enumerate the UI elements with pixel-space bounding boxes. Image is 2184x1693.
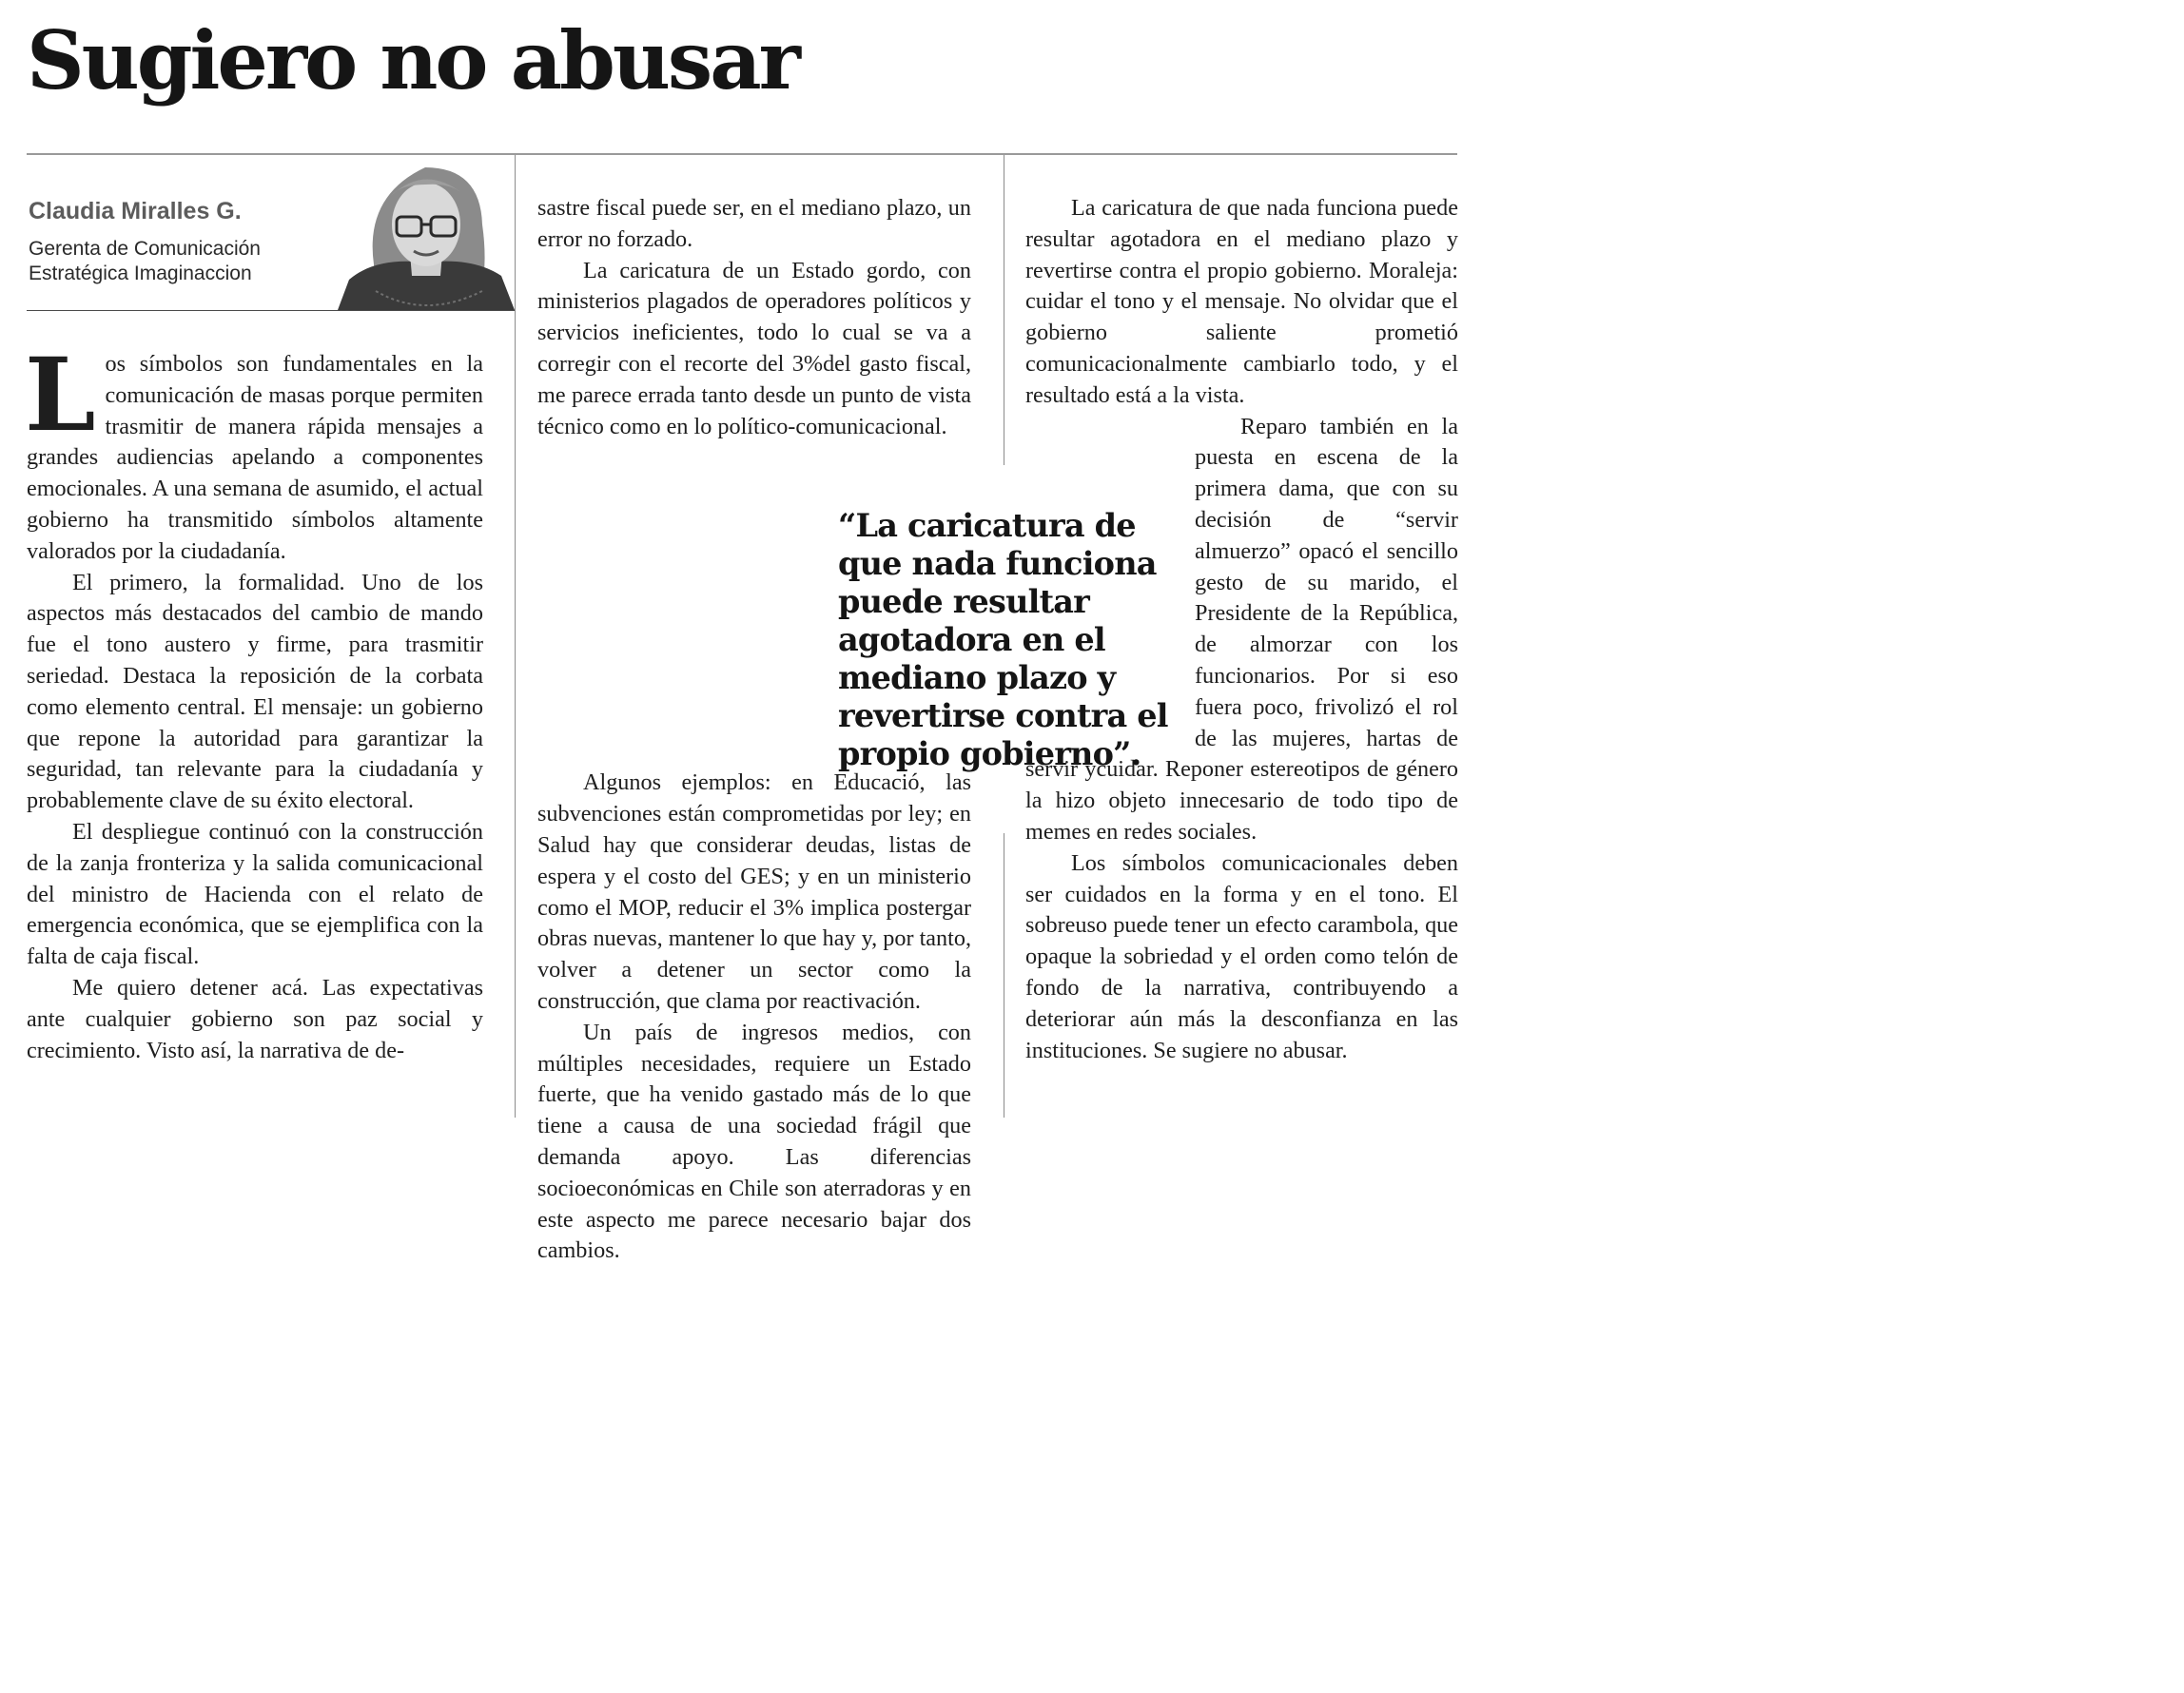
author-role: Gerenta de Comunicación Estratégica Imaginaccion [29,238,261,284]
article-paragraph: El despliegue continuó con la construcción de la zanja fronteriza y la salida comunicacional del ministro de Hacienda con el relato de emergencia económica, que se ejemplifica con la falta de caja fiscal. [27,818,483,970]
article-paragraph: La caricatura de un Estado gordo, con ministerios plagados de operadores políticos y servicios ineficientes, todo lo cual se va a corregir con el recorte del 3%del gasto fiscal, me parece errada tanto desde un punto de vista técnico como en lo político-comunicacional. [537,257,971,439]
column-divider-1 [515,155,516,1118]
author-divider [27,310,515,311]
top-rule [27,153,1457,155]
author-photo [338,158,515,310]
headline: Sugiero no abusar [27,13,798,107]
article-paragraph: Me quiero detener acá. Las expectativas ante cualquier gobierno son paz social y crecimiento. Visto así, la narrativa de de- [27,974,483,1063]
article-paragraph: sastre fiscal puede ser, en el mediano plazo, un error no forzado. [537,195,971,252]
author-name: Claudia Miralles G. [29,198,242,224]
article-paragraph: Reparo también en la puesta en escena de la primera dama, que con su decisión de “servir almuerzo” opacó el sencillo gesto de su marido, el Presidente de la República, de almorzar con los funcionarios. Por si eso fuera poco, frivolizó el rol de las mujeres, hartas de servir ycuidar. Reponer estereotipos de género la hizo objeto innecesario de todo tipo de memes en redes sociales. [1025,413,1458,845]
article-paragraph: El primero, la formalidad. Uno de los aspectos más destacados del cambio de mando fue el tono austero y firme, para trasmitir seriedad. Destaca la reposición de la corbata como elemento central. El mensaje: un gobierno que repone la autoridad para garantizar la seguridad, tan relevante para la ciudadanía y probablemente clave de su éxito electoral. [27,569,483,814]
article-column-1 [25,335,483,1066]
article-paragraph: La caricatura de que nada funciona puede resultar agotadora en el mediano plazo y revertirse contra el propio gobierno. Moraleja: cuidar el tono y el mensaje. No olvidar que el gobierno saliente prometió comunicacionalmente cambiarlo todo, y el resultado está a la vista. [1025,195,1458,408]
article-paragraph: Los símbolos comunicacionales deben ser cuidados en la forma y en el tono. El sobreuso puede tener un efecto carambola, que opaque la sobriedad y el orden como telón de fondo de la narrativa, contribuyendo a deteriorar aún más la desconfianza en las instituciones. Se sugiere no abusar. [1025,849,1458,1063]
article-paragraph: Los símbolos son fundamentales en la comunicación de masas porque permiten trasmitir de manera rápida mensajes a grandes audiencias apelando a componentes emocionales. A una semana de asumido, el actual gobierno ha transmitido símbolos altamente valorados por la ciudadanía. [25,335,483,564]
article-paragraph: Un país de ingresos medios, con múltiples necesidades, requiere un Estado fuerte, que ha venido gastado más de lo que tiene a causa de una sociedad frágil que demanda apoyo. Las diferencias socioeconómicas en Chile son aterradoras y en este aspecto me parece necesario bajar dos cambios. [537,1019,971,1264]
dropcap: L [25,335,96,454]
pull-quote: “La caricatura de que nada funciona puede resultar agotadora en el mediano plazo y revertirse contra el propio gobierno”. [838,507,1168,772]
article-paragraph: Algunos ejemplos: en Educació, las subvenciones están comprometidas por ley; en Salud hay que considerar deudas, listas de espera y el costo del GES; y en un ministerio como el MOP, reducir el 3% implica postergar obras nuevas, mantener lo que hay y, por tanto, volver a detener un sector como la construcción, que clama por reactivación. [537,769,971,1014]
